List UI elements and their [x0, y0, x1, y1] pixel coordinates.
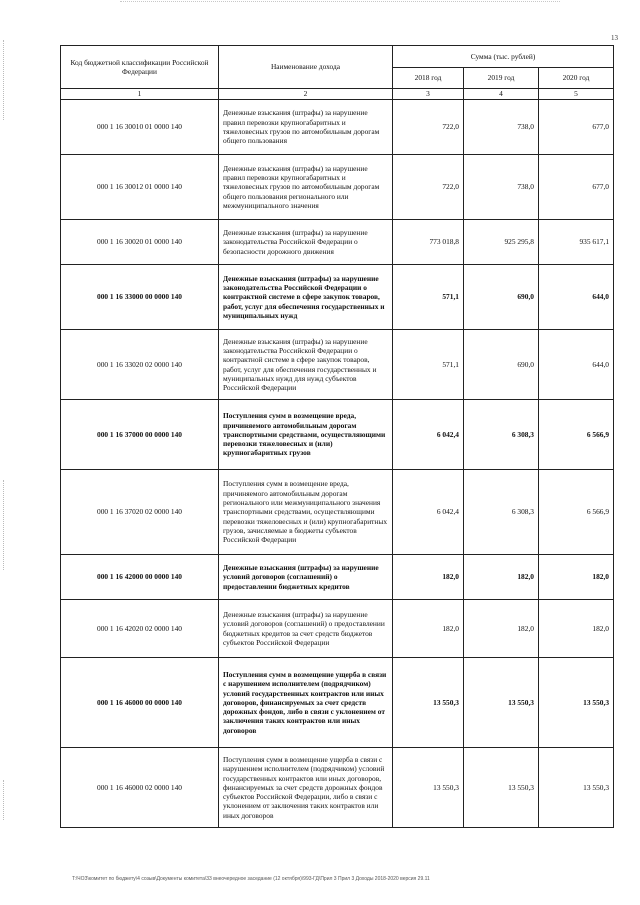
row-value-2019: 182,0: [464, 600, 539, 658]
row-value-2018: 773 018,8: [393, 220, 464, 265]
table-row: [61, 748, 614, 828]
column-number: 2: [219, 89, 393, 100]
row-value-2019: 13 550,3: [464, 748, 539, 828]
row-value-2018: 182,0: [393, 600, 464, 658]
row-code: 000 1 16 30020 01 0000 140: [61, 220, 219, 265]
header-year-2019: 2019 год: [464, 67, 539, 89]
row-name: Поступления сумм в возмещение ущерба в связи с нарушением исполнителем (подрядчиком) условий государственных контрактов или иных договоров, финансируемых за счет средств дорожных фондов субъектов Российской Федерации, либо в связи с уклонением от заключения таких контрактов или иных договоров: [219, 748, 393, 828]
row-value-2020: 6 566,9: [539, 470, 614, 555]
column-number: 5: [539, 89, 614, 100]
row-value-2020: 935 617,1: [539, 220, 614, 265]
row-name: Денежные взыскания (штрафы) за нарушение законодательства Российской Федерации о безопасности дорожного движения: [219, 220, 393, 265]
row-value-2019: 182,0: [464, 555, 539, 600]
row-name: Денежные взыскания (штрафы) за нарушение условий договоров (соглашений) о предоставлении бюджетных кредитов: [219, 555, 393, 600]
revenue-table-container: [60, 45, 613, 828]
scan-artifact-line: [120, 1, 560, 5]
row-value-2019: 6 308,3: [464, 470, 539, 555]
row-code: 000 1 16 37000 00 0000 140: [61, 400, 219, 470]
scan-margin-mark: [3, 780, 7, 820]
row-value-2020: 644,0: [539, 330, 614, 400]
table-row: [61, 658, 614, 748]
row-value-2020: 13 550,3: [539, 658, 614, 748]
row-code: 000 1 16 37020 02 0000 140: [61, 470, 219, 555]
header-name: Наименование дохода: [219, 46, 393, 89]
row-value-2020: 182,0: [539, 555, 614, 600]
row-value-2018: 571,1: [393, 265, 464, 330]
footer-file-path: T:\ЧОЗ\комитет по бюджету\4 созыв\Документы комитета\33 внеочередное заседание (12 октября)\993-ГД\Прил 3 Прил 3 Доходы 2018-2020 версия 29.11: [72, 876, 430, 882]
scan-margin-mark: [3, 480, 7, 570]
table-row: [61, 155, 614, 220]
row-name: Поступления сумм в возмещение ущерба в связи с нарушением исполнителем (подрядчиком) условий государственных контрактов или иных договоров, финансируемых за счет средств дорожных фондов, либо в связи с уклонением от заключения таких контрактов или иных договоров: [219, 658, 393, 748]
row-code: 000 1 16 33000 00 0000 140: [61, 265, 219, 330]
table-row: [61, 100, 614, 155]
header-sum: Сумма (тыс. рублей): [393, 46, 614, 68]
page-number: 13: [611, 34, 618, 42]
header-code: Код бюджетной классификации Российской Федерации: [61, 46, 219, 89]
row-code: 000 1 16 30010 01 0000 140: [61, 100, 219, 155]
row-name: Поступления сумм в возмещение вреда, причиняемого автомобильным дорогам регионального или межмуниципального значения транспортными средствами, осуществляющими перевозки тяжеловесных и (или) крупногабаритных грузов, зачисляемые в бюджеты субъектов Российской Федерации: [219, 470, 393, 555]
row-value-2020: 182,0: [539, 600, 614, 658]
row-value-2018: 13 550,3: [393, 748, 464, 828]
row-code: 000 1 16 46000 00 0000 140: [61, 658, 219, 748]
table-row: [61, 600, 614, 658]
revenue-table: [60, 45, 614, 828]
table-row: [61, 265, 614, 330]
column-number: 1: [61, 89, 219, 100]
row-value-2019: 925 295,8: [464, 220, 539, 265]
row-code: 000 1 16 33020 02 0000 140: [61, 330, 219, 400]
table-row: [61, 220, 614, 265]
row-value-2020: 13 550,3: [539, 748, 614, 828]
row-code: 000 1 16 30012 01 0000 140: [61, 155, 219, 220]
header-year-2020: 2020 год: [539, 67, 614, 89]
row-code: 000 1 16 42000 00 0000 140: [61, 555, 219, 600]
table-row: [61, 470, 614, 555]
row-code: 000 1 16 46000 02 0000 140: [61, 748, 219, 828]
row-value-2018: 571,1: [393, 330, 464, 400]
row-value-2020: 677,0: [539, 100, 614, 155]
row-value-2018: 13 550,3: [393, 658, 464, 748]
row-value-2020: 6 566,9: [539, 400, 614, 470]
column-number: 4: [464, 89, 539, 100]
row-value-2019: 6 308,3: [464, 400, 539, 470]
row-value-2018: 6 042,4: [393, 400, 464, 470]
table-row: [61, 555, 614, 600]
row-value-2018: 6 042,4: [393, 470, 464, 555]
row-code: 000 1 16 42020 02 0000 140: [61, 600, 219, 658]
row-value-2019: 13 550,3: [464, 658, 539, 748]
row-name: Денежные взыскания (штрафы) за нарушение условий договоров (соглашений) о предоставлении бюджетных кредитов за счет средств бюджетов субъектов Российской Федерации: [219, 600, 393, 658]
header-year-2018: 2018 год: [393, 67, 464, 89]
row-name: Денежные взыскания (штрафы) за нарушение правил перевозки крупногабаритных и тяжеловесных грузов по автомобильным дорогам общего пользования: [219, 100, 393, 155]
row-value-2019: 690,0: [464, 265, 539, 330]
row-value-2019: 738,0: [464, 155, 539, 220]
row-name: Денежные взыскания (штрафы) за нарушение законодательства Российской Федерации о контрактной системе в сфере закупок товаров, работ, услуг для обеспечения государственных и муниципальных нужд: [219, 265, 393, 330]
row-name: Денежные взыскания (штрафы) за нарушение правил перевозки крупногабаритных и тяжеловесных грузов по автомобильным дорогам общего пользования регионального или межмуниципального значения: [219, 155, 393, 220]
row-value-2019: 738,0: [464, 100, 539, 155]
row-value-2020: 677,0: [539, 155, 614, 220]
row-name: Поступления сумм в возмещение вреда, причиняемого автомобильным дорогам транспортными средствами, осуществляющими перевозки тяжеловесных и (или) крупногабаритных грузов: [219, 400, 393, 470]
row-value-2020: 644,0: [539, 265, 614, 330]
row-name: Денежные взыскания (штрафы) за нарушение законодательства Российской Федерации о контрактной системе в сфере закупок товаров, работ, услуг для обеспечения государственных и муниципальных нужд для нужд субъектов Российской Федерации: [219, 330, 393, 400]
row-value-2018: 722,0: [393, 100, 464, 155]
row-value-2019: 690,0: [464, 330, 539, 400]
table-row: [61, 400, 614, 470]
row-value-2018: 722,0: [393, 155, 464, 220]
table-row: [61, 330, 614, 400]
row-value-2018: 182,0: [393, 555, 464, 600]
column-number: 3: [393, 89, 464, 100]
scan-margin-mark: [3, 40, 7, 120]
